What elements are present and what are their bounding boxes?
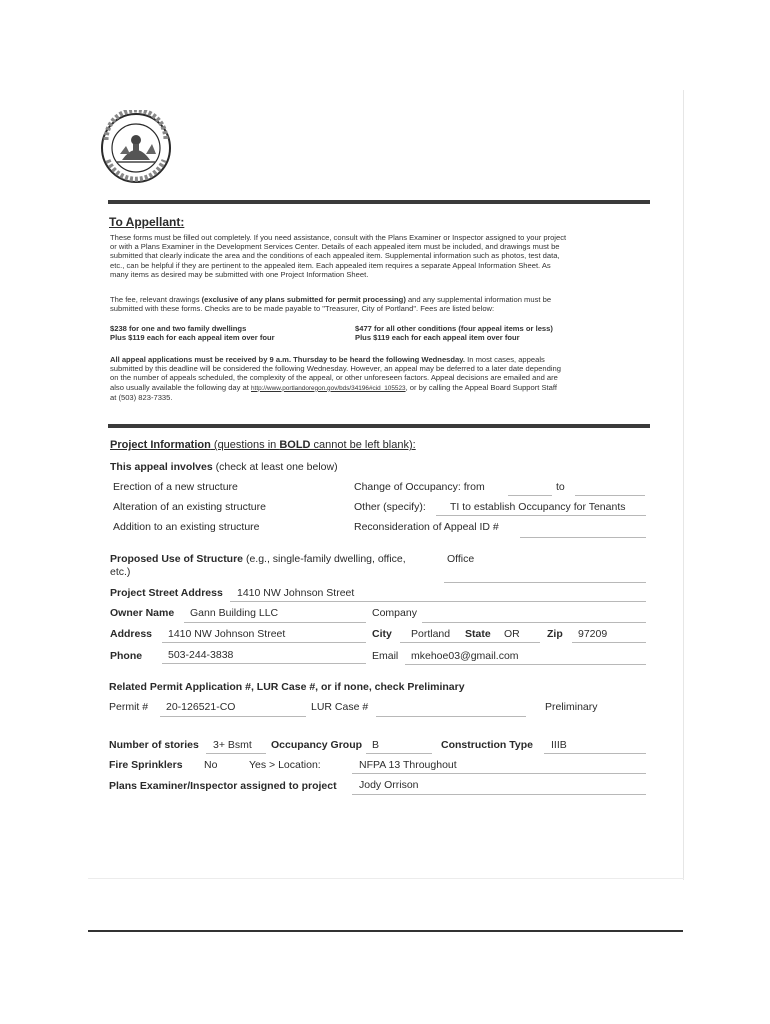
owner-name-value[interactable]: Gann Building LLC [190, 607, 279, 619]
owner-name-label: Owner Name [110, 607, 175, 619]
phone-label: Phone [110, 650, 143, 662]
option-alteration[interactable]: Alteration of an existing structure [113, 501, 266, 513]
intro-line: many items as desired may be submitted with one Project Information Sheet. [110, 269, 369, 279]
project-heading-text: cannot be left blank): [310, 439, 416, 451]
project-heading-text: (questions in [210, 439, 280, 451]
option-to-label: to [556, 481, 565, 493]
street-address-field [230, 601, 646, 602]
city-seal [100, 110, 172, 192]
project-heading [110, 439, 416, 451]
address-value[interactable]: 1410 NW Johnson Street [168, 628, 286, 640]
construction-type-label: Construction Type [441, 739, 533, 751]
fee-left-line: Plus $119 each for each appeal item over four [110, 333, 275, 343]
proposed-use-label-cont: etc.) [110, 566, 131, 578]
preliminary-label[interactable]: Preliminary [545, 701, 598, 713]
address-field [162, 642, 366, 643]
related-permit-heading: Related Permit Application #, LUR Case #, or if none, check Preliminary [109, 681, 465, 693]
city-label: City [372, 628, 392, 640]
appeal-involves-text: (check at least one below) [212, 461, 338, 473]
street-address-value[interactable]: 1410 NW Johnson Street [237, 587, 355, 599]
sprinklers-yes-option[interactable]: Yes > Location: [249, 759, 321, 771]
project-heading-bold: BOLD [279, 439, 311, 451]
city-state-field [400, 642, 540, 643]
change-to-field[interactable] [575, 495, 645, 496]
plans-examiner-field [352, 794, 646, 795]
occupancy-group-field [366, 753, 432, 754]
appeal-involves [110, 461, 338, 473]
stories-label: Number of stories [109, 739, 199, 751]
reconsideration-field[interactable] [520, 537, 646, 538]
fee-paragraph [110, 295, 650, 313]
company-field[interactable] [422, 622, 646, 623]
bottom-rule [88, 930, 683, 932]
page-edge-bottom [88, 878, 684, 879]
deadline-line: at (503) 823-7335. [110, 392, 173, 402]
fee-left-line: $238 for one and two family dwellings [110, 324, 247, 333]
proposed-use-field [444, 582, 646, 583]
city-value[interactable]: Portland [411, 628, 451, 640]
fee-text-bold: (exclusive of any plans submitted for permit processing) [201, 295, 406, 304]
intro-paragraph [110, 233, 650, 279]
deadline-text: In most cases, appeals [465, 355, 545, 364]
option-erection[interactable]: Erection of a new structure [113, 481, 238, 493]
stories-field [206, 753, 266, 754]
sprinklers-location-value[interactable]: NFPA 13 Throughout [359, 759, 457, 771]
top-divider [108, 200, 650, 204]
middle-divider [108, 424, 650, 428]
fee-right [355, 324, 553, 342]
option-change-occupancy[interactable]: Change of Occupancy: from [354, 481, 485, 493]
option-reconsideration[interactable]: Reconsideration of Appeal ID # [354, 521, 499, 533]
deadline-text: , or by calling the Appeal Board Support Staff [405, 382, 557, 392]
state-label: State [465, 628, 491, 640]
deadline-line: submitted by this deadline will be considered the following Wednesday. However, an appeal may be deferred to a later date depending [110, 364, 561, 374]
email-label: Email [372, 650, 399, 662]
fee-text: and any supplemental information must be [405, 295, 552, 304]
fee-right-line: $477 for all other conditions (four appeal items or less) [355, 324, 553, 333]
fee-right-line: Plus $119 each for each appeal item over four [355, 333, 520, 343]
deadline-text: also usually available the following day at [110, 382, 251, 392]
zip-label: Zip [547, 628, 563, 640]
option-other[interactable]: Other (specify): [354, 501, 426, 513]
intro-line: These forms must be filled out completely. If you need assistance, consult with the Plans Examiner or Inspector assigned to your project [110, 233, 567, 242]
intro-line: etc., can be helpful if they are pertinent to the appealed item. Each appealed item requires a separate Appeal Information Sheet. As [110, 260, 551, 270]
proposed-use-text: (e.g., single-family dwelling, office, [243, 553, 406, 565]
company-label: Company [372, 607, 417, 619]
proposed-use-label [110, 553, 406, 565]
plans-examiner-label: Plans Examiner/Inspector assigned to project [109, 780, 337, 792]
intro-line: submitted that clearly indicate the area and the conditions of each appealed item. Supplemental information such as photos, test data, [110, 251, 560, 261]
construction-type-value[interactable]: IIIB [551, 739, 567, 751]
intro-line: or with a Plans Examiner in the Development Services Center. Details of each appealed item must be included, and drawings must be [110, 242, 560, 252]
permit-label: Permit # [109, 701, 149, 713]
occupancy-group-value[interactable]: B [372, 739, 380, 751]
state-value[interactable]: OR [504, 628, 520, 640]
appeal-involves-bold: This appeal involves [110, 461, 213, 473]
sprinklers-location-field [352, 773, 646, 774]
fee-text: The fee, relevant drawings [110, 295, 202, 304]
sprinklers-no-option[interactable]: No [204, 759, 218, 771]
zip-field [572, 642, 646, 643]
fee-text: submitted with these forms. Checks are to be made payable to "Treasurer, City of Portland". Fees are listed below: [110, 304, 495, 314]
change-from-field[interactable] [508, 495, 552, 496]
page-edge-right [683, 90, 684, 880]
deadline-line: on the number of appeals scheduled, the complexity of the appeal, or other unforeseen factors. Appeal decisions are emailed and are [110, 373, 558, 383]
phone-field [162, 663, 366, 664]
permit-field [160, 716, 306, 717]
zip-value[interactable]: 97209 [578, 628, 608, 640]
other-specify-value[interactable]: TI to establish Occupancy for Tenants [450, 501, 626, 513]
deadline-bold: All appeal applications must be received by 9 a.m. Thursday to be heard the following Wednesday. [110, 355, 466, 364]
lur-case-label: LUR Case # [311, 701, 369, 713]
occupancy-group-label: Occupancy Group [271, 739, 363, 751]
deadline-link[interactable]: http://www.portlandoregon.gov/bds/34196#cid_105523 [251, 384, 406, 392]
fire-sprinklers-label: Fire Sprinklers [109, 759, 183, 771]
option-addition[interactable]: Addition to an existing structure [113, 521, 260, 533]
fee-left [110, 324, 275, 342]
permit-value[interactable]: 20-126521-CO [166, 701, 236, 713]
street-address-label: Project Street Address [110, 587, 223, 599]
construction-type-field [544, 753, 646, 754]
lur-case-field[interactable] [376, 716, 526, 717]
stories-value[interactable]: 3+ Bsmt [213, 739, 252, 751]
project-heading-bold: Project Information [110, 439, 211, 451]
address-label: Address [110, 628, 153, 640]
other-specify-field [436, 515, 646, 516]
owner-name-field [184, 622, 366, 623]
intro-heading: To Appellant: [109, 215, 185, 229]
proposed-use-bold: Proposed Use of Structure [110, 553, 244, 565]
plans-examiner-value[interactable]: Jody Orrison [359, 779, 419, 791]
email-value[interactable]: mkehoe03@gmail.com [411, 650, 519, 662]
email-field [405, 664, 646, 665]
deadline-paragraph [110, 355, 650, 402]
proposed-use-value[interactable]: Office [447, 553, 475, 565]
phone-value[interactable]: 503-244-3838 [168, 649, 234, 661]
